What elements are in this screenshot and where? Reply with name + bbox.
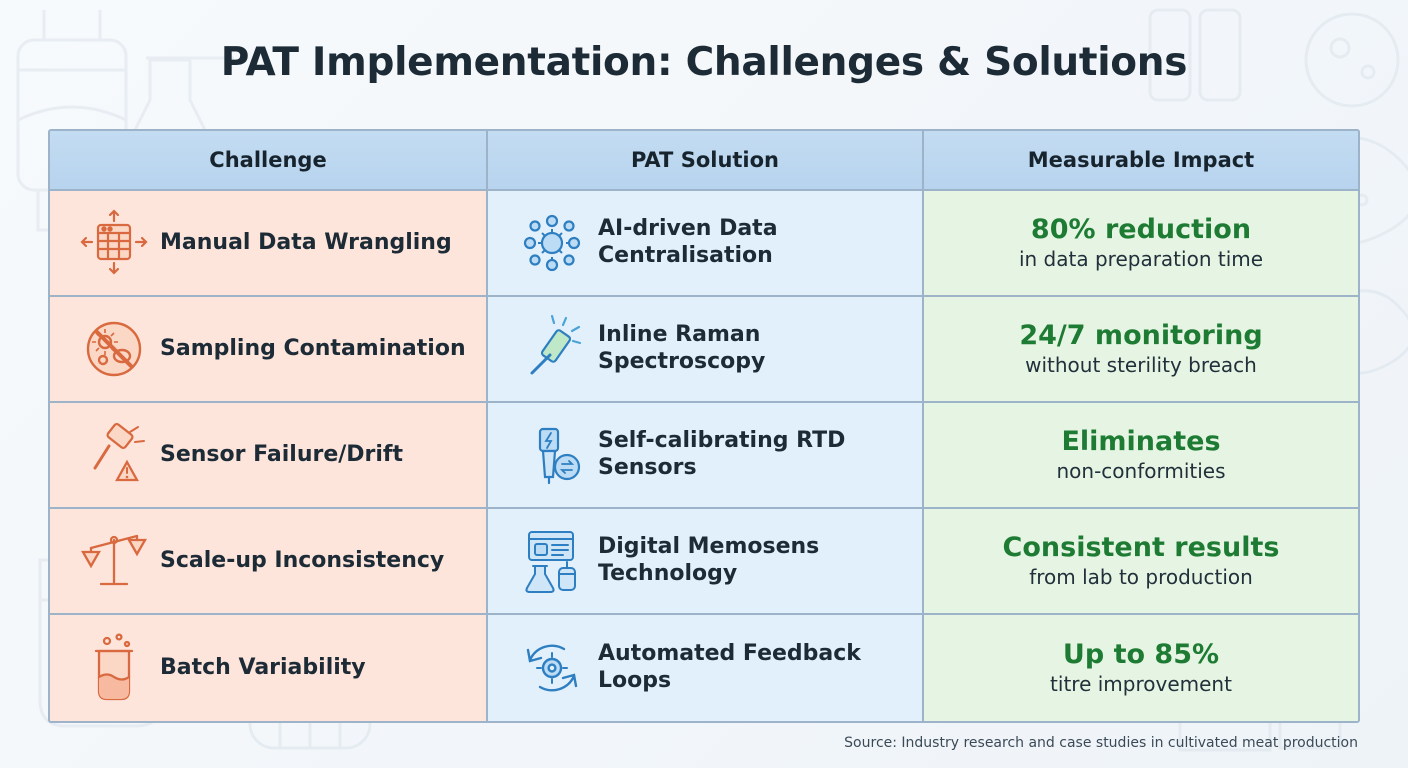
challenge-label: Sensor Failure/Drift: [160, 441, 404, 467]
digital-lab-dashboard-icon: [506, 519, 598, 603]
impact-subtext: without sterility breach: [1025, 353, 1257, 378]
impact-headline: Eliminates: [1061, 425, 1221, 457]
header-pat-solution: PAT Solution: [488, 131, 924, 191]
impact-cell: [924, 403, 1358, 509]
table-row: [50, 191, 1358, 297]
impact-subtext: from lab to production: [1029, 565, 1253, 590]
impact-subtext: non-conformities: [1056, 459, 1226, 484]
impact-subtext: titre improvement: [1050, 672, 1232, 697]
solution-label: Digital Memosens Technology: [598, 534, 820, 586]
impact-subtext: in data preparation time: [1018, 247, 1264, 272]
challenge-label: Manual Data Wrangling: [160, 229, 452, 255]
challenge-cell: [50, 297, 488, 403]
solution-label: AI-driven Data Centralisation: [598, 216, 778, 268]
impact-cell: [924, 509, 1358, 615]
challenge-cell: [50, 191, 488, 297]
network-hub-icon: [506, 201, 598, 285]
impact-cell: [924, 191, 1358, 297]
header-challenge: Challenge: [50, 131, 488, 191]
solution-cell: [488, 191, 924, 297]
broken-sensor-warning-icon: [68, 413, 160, 497]
solution-label: Self-calibrating RTD Sensors: [598, 428, 846, 480]
no-contamination-icon: [68, 307, 160, 391]
solution-label: Automated Feedback Loops: [598, 641, 861, 693]
impact-headline: 80% reduction: [1030, 213, 1252, 245]
challenge-label: Scale-up Inconsistency: [160, 547, 445, 573]
rtd-sensor-icon: [506, 413, 598, 497]
challenge-cell: [50, 509, 488, 615]
impact-headline: Up to 85%: [1062, 638, 1220, 670]
table-row: [50, 403, 1358, 509]
raman-probe-icon: [506, 307, 598, 391]
impact-cell: [924, 297, 1358, 403]
source-note: Source: Industry research and case studies in cultivated meat production: [844, 735, 1358, 751]
solution-cell: [488, 615, 924, 721]
challenge-label: Batch Variability: [160, 654, 366, 680]
solution-label: Inline Raman Spectroscopy: [598, 322, 766, 374]
solution-cell: [488, 403, 924, 509]
solution-cell: [488, 509, 924, 615]
challenge-cell: [50, 403, 488, 509]
spreadsheet-expand-icon: [68, 201, 160, 285]
feedback-loop-gear-icon: [506, 626, 598, 710]
page-title: PAT Implementation: Challenges & Solutions: [220, 40, 1188, 85]
table-row: [50, 297, 1358, 403]
header-measurable-impact: Measurable Impact: [924, 131, 1358, 191]
challenge-cell: [50, 615, 488, 721]
impact-headline: 24/7 monitoring: [1019, 319, 1263, 351]
table-row: [50, 509, 1358, 615]
beaker-bubbles-icon: [68, 626, 160, 710]
challenge-label: Sampling Contamination: [160, 335, 466, 361]
impact-cell: [924, 615, 1358, 721]
unbalanced-scale-icon: [68, 519, 160, 603]
table-row: [50, 615, 1358, 721]
solution-cell: [488, 297, 924, 403]
table-header-row: [50, 131, 1358, 191]
comparison-table: [48, 129, 1360, 723]
impact-headline: Consistent results: [1002, 531, 1280, 563]
